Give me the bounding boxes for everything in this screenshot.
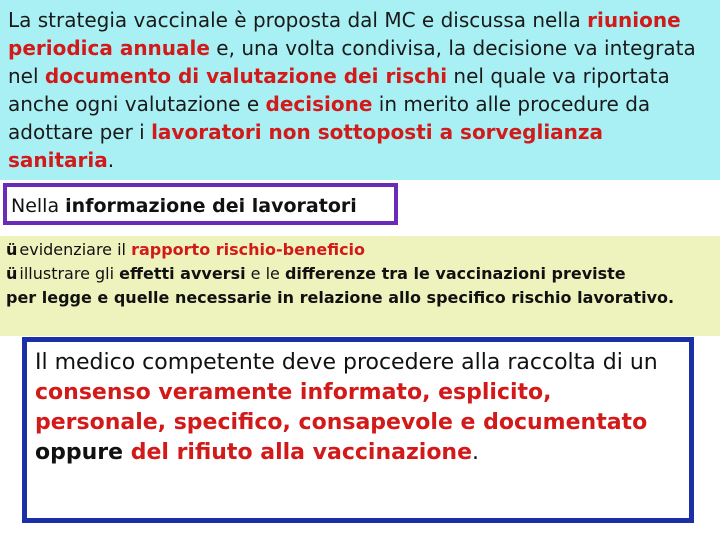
bullet-2-text-2: e le [245,264,285,283]
consent-text-1: Il medico competente deve procedere alla raccolta di un [35,350,658,375]
bullet-1-highlight: rapporto rischio-beneficio [131,240,366,259]
intro-text-5: . [107,148,115,172]
bullet-item-1 [6,238,720,262]
intro-highlight-riunione: riunione periodica annuale [8,8,681,60]
bullet-2-line-2: per legge e quelle necessarie in relazione allo specifico rischio lavorativo. [6,288,675,307]
intro-highlight-lavoratori: lavoratori non sottoposti a sorveglianza sanitaria [8,120,604,172]
info-heading-emph: informazione dei lavoratori [65,195,357,217]
check-icon: ü [6,240,18,259]
check-icon: ü [6,264,18,283]
intro-highlight-documento: documento di valutazione dei rischi [44,64,448,88]
consent-highlight-2: del rifiuto alla vaccinazione [130,440,473,465]
info-heading-box [3,183,398,225]
bullet-list [0,236,720,336]
intro-text-3: nel quale va riportata anche ogni valutazione e [8,64,670,116]
consent-text-2: oppure [35,440,131,465]
intro-text-4: in merito alle procedure da adottare per i [8,92,651,144]
bullet-2-bold-1: effetti avversi [119,264,246,283]
consent-box [22,337,694,523]
intro-text-2: e, una volta condivisa, la decisione va integrata nel [8,36,696,88]
consent-highlight-1: consenso veramente informato, esplicito, personale, specifico, consapevole e documentato [35,380,648,435]
bullet-2-text-1: illustrare gli [19,264,120,283]
info-heading-prefix: Nella [11,195,60,217]
intro-text-1: La strategia vaccinale è proposta dal MC e discussa nella [8,8,581,32]
intro-paragraph [0,0,720,180]
bullet-1-text: evidenziare il [19,240,132,259]
bullet-2-bold-2: differenze tra le vaccinazioni previste [284,264,626,283]
bullet-item-2 [6,262,720,286]
consent-text-3: . [472,440,480,465]
intro-highlight-decisione: decisione [265,92,373,116]
